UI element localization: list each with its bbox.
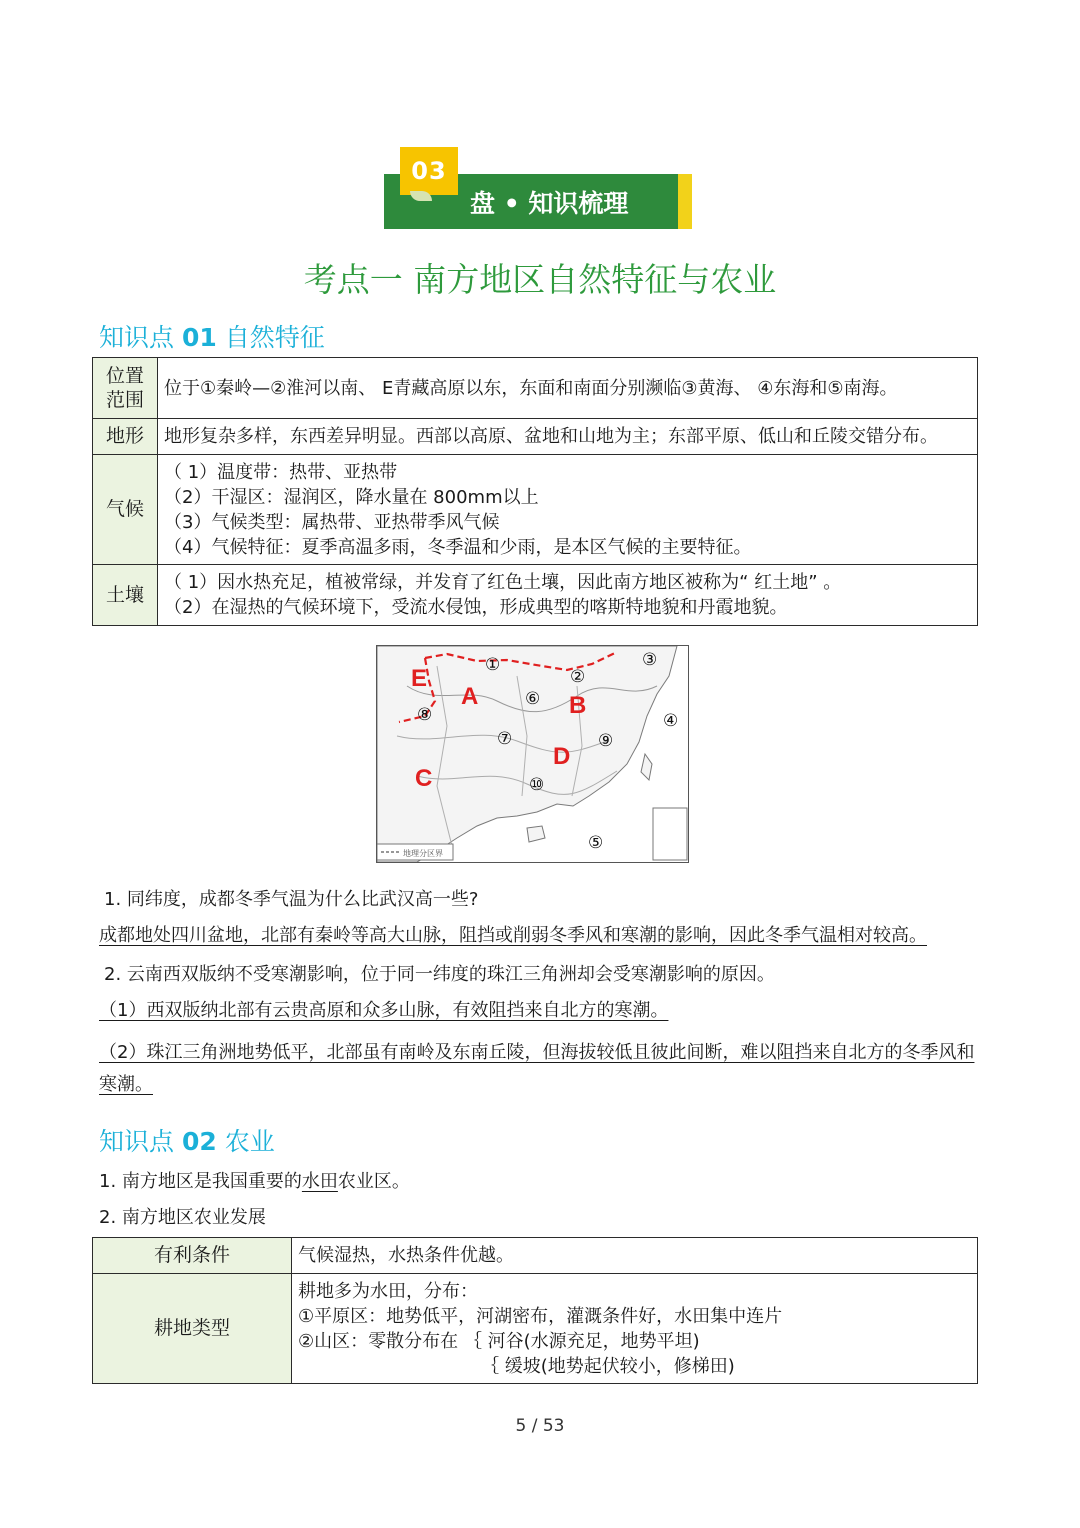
map-marker-1: ① <box>485 655 501 675</box>
table-row <box>93 1238 978 1274</box>
section-prefix: 知识点 <box>99 1127 175 1156</box>
row-text <box>158 565 978 626</box>
row-text: 气候湿热，水热条件优越。 <box>292 1238 978 1274</box>
map-legend: 地理分区界 <box>403 849 443 858</box>
map-marker-4: ④ <box>663 711 679 731</box>
map-marker-7: ⑦ <box>497 729 513 749</box>
line: （2）干湿区：湿润区，降水量在 800mm以上 <box>164 486 539 508</box>
region-letter-a: A <box>461 683 479 710</box>
text: 农业区。 <box>337 1171 410 1192</box>
map-marker-9: ⑨ <box>598 731 614 751</box>
page-heading: 考点一 南方地区自然特征与农业 <box>303 260 777 299</box>
map-marker-6: ⑥ <box>525 689 541 709</box>
answer-2-2-cont: 寒潮。 <box>99 1074 153 1095</box>
table-row <box>93 1274 978 1384</box>
line: （2）在湿热的气候环境下，受流水侵蚀，形成典型的喀斯特地貌和丹霞地貌。 <box>164 597 788 618</box>
row-text: 位于①秦岭—②淮河以南、 E青藏高原以东，东面和南面分别濒临③黄海、 ④东海和⑤南海。 <box>158 358 978 419</box>
row-text <box>158 455 978 565</box>
answer-1: 成都地处四川盆地，北部有秦岭等高大山脉，阻挡或削弱冬季风和寒潮的影响，因此冬季气温相对较高。 <box>99 925 927 946</box>
row-label-conditions: 有利条件 <box>93 1238 292 1274</box>
map-marker-3: ③ <box>642 650 658 670</box>
row-label-terrain: 地形 <box>93 419 158 455</box>
row-label-climate: 气候 <box>93 455 158 565</box>
ag-point-1 <box>99 1167 410 1193</box>
answer-2-1: （1）西双版纳北部有云贵高原和众多山脉，有效阻挡来自北方的寒潮。 <box>99 1000 669 1021</box>
map-drawing <box>377 646 688 862</box>
line: 耕地多为水田，分布： <box>298 1280 478 1302</box>
answer-2-2: （2）珠江三角洲地势低平，北部虽有南岭及东南丘陵，但海拔较低且彼此间断，难以阻挡来自北方的冬季风和 <box>99 1042 975 1063</box>
section-number: 02 <box>181 1127 217 1156</box>
map-marker-5: ⑤ <box>588 833 604 853</box>
keyword: 水田 <box>301 1171 338 1192</box>
section-number: 01 <box>181 323 217 352</box>
agriculture-table <box>92 1237 978 1384</box>
region-letter-c: C <box>415 765 433 792</box>
region-letter-b: B <box>569 692 587 719</box>
map-marker-2: ② <box>570 667 586 687</box>
row-label-location: 位置 范围 <box>93 358 158 419</box>
banner-stripe <box>678 174 692 229</box>
row-text: 地形复杂多样，东西差异明显。西部以高原、盆地和山地为主；东部平原、低山和丘陵交错分布。 <box>158 419 978 455</box>
section-title: 农业 <box>224 1127 275 1156</box>
table-row <box>93 419 978 455</box>
line: （ 1）温度带：热带、亚热带 <box>164 461 398 483</box>
map-marker-8: ⑧ <box>417 705 433 725</box>
line: （ 1）因水热充足，植被常绿，并发育了红色土壤，因此南方地区被称为“ 红土地” 。 <box>164 572 842 593</box>
natural-features-table <box>92 357 978 626</box>
line: ①平原区：地势低平，河湖密布，灌溉条件好，水田集中连片 <box>298 1305 783 1327</box>
banner-number: 03 <box>400 147 458 195</box>
table-row <box>93 565 978 626</box>
line: ②山区：零散分布在 ｛ 河谷(水源充足，地势平坦) <box>298 1330 700 1352</box>
page-number: 5 / 53 <box>515 1416 565 1436</box>
section-prefix: 知识点 <box>99 323 175 352</box>
map-marker-10: ⑩ <box>529 775 545 795</box>
text: 1. 南方地区是我国重要的 <box>99 1171 302 1192</box>
southern-region-map <box>376 645 689 863</box>
table-row <box>93 455 978 565</box>
section-heading-1 <box>99 318 325 354</box>
row-label-farmland: 耕地类型 <box>93 1274 292 1384</box>
question-1: 1. 同纬度，成都冬季气温为什么比武汉高一些? <box>104 889 479 910</box>
table-row <box>93 358 978 419</box>
banner-title: 盘 • 知识梳理 <box>470 188 629 218</box>
section-heading-2 <box>99 1122 275 1158</box>
question-2: 2. 云南西双版纳不受寒潮影响，位于同一纬度的珠江三角洲却会受寒潮影响的原因。 <box>104 964 775 985</box>
region-letter-d: D <box>553 743 571 770</box>
line: （4）气候特征：夏季高温多雨，冬季温和少雨，是本区气候的主要特征。 <box>164 536 752 558</box>
line: ｛ 缓坡(地势起伏较小，修梯田) <box>481 1355 735 1377</box>
ag-point-2: 2. 南方地区农业发展 <box>99 1207 266 1228</box>
line: （3）气候类型：属热带、亚热带季风气候 <box>164 511 500 533</box>
row-label-soil: 土壤 <box>93 565 158 626</box>
row-text <box>292 1274 978 1384</box>
section-banner <box>384 147 692 229</box>
region-letter-e: E <box>411 665 428 692</box>
section-title: 自然特征 <box>224 323 325 352</box>
